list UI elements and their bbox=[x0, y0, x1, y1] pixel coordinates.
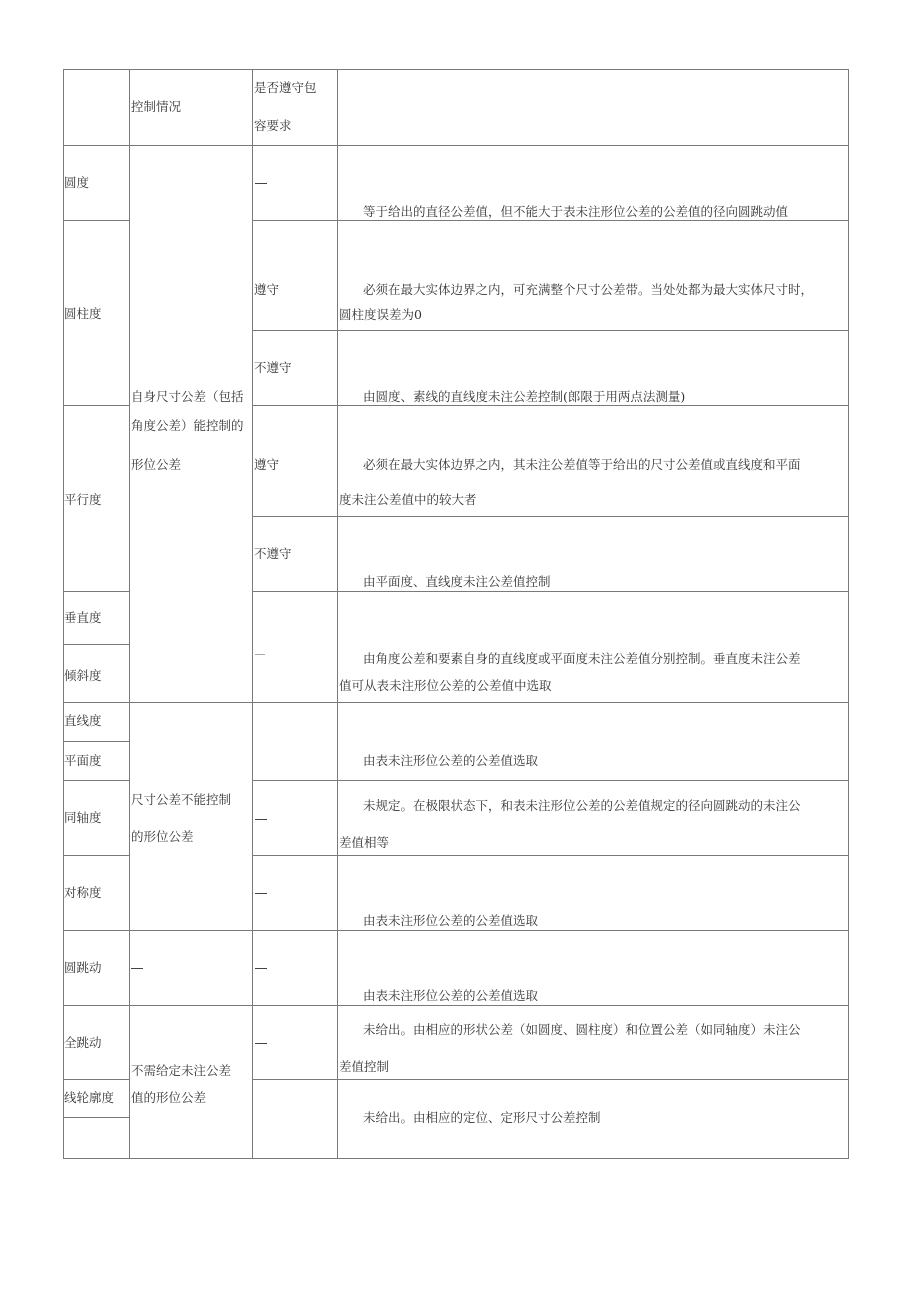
dash-mark bbox=[255, 1043, 267, 1044]
category-not-controlled-2: 的形位公差 bbox=[131, 829, 194, 844]
table-border-top bbox=[63, 69, 849, 70]
row-text-cylindricity-2: 圆柱度误差为0 bbox=[339, 307, 422, 322]
row-name-cylindricity: 圆柱度 bbox=[64, 306, 102, 321]
row-text-parallelism-2: 度未注公差值中的较大者 bbox=[339, 492, 477, 507]
table-border-bottom bbox=[63, 1158, 849, 1159]
row-divider bbox=[63, 145, 849, 146]
row-text-total-runout-2: 差值控制 bbox=[339, 1059, 390, 1074]
row-text-parallelism-noncomply: 由平面度、直线度未注公差值控制 bbox=[363, 574, 551, 589]
row-text-coaxiality-1: 未规定。在极限状态下，和表未注形位公差的公差值规定的径向圆跳动的未注公 bbox=[363, 798, 801, 813]
row-text-circular-runout: 由表未注形位公差的公差值选取 bbox=[363, 988, 539, 1003]
row-divider bbox=[63, 741, 130, 742]
envelope-noncomply: 不遵守 bbox=[254, 546, 292, 561]
row-text-cylindricity-1: 必须在最大实体边界之内，可充满整个尺寸公差带。当处处都为最大实体尺寸时， bbox=[363, 282, 814, 297]
row-name-roundness: 圆度 bbox=[64, 175, 90, 190]
header-envelope-line2: 容要求 bbox=[254, 118, 292, 133]
row-name-total-runout: 全跳动 bbox=[64, 1035, 102, 1050]
row-divider bbox=[63, 1079, 130, 1080]
header-envelope-line1: 是否遵守包 bbox=[254, 80, 317, 95]
row-text-angularity-1: 由角度公差和要素自身的直线度或平面度未注公差值分别控制。垂直度未注公差 bbox=[363, 651, 801, 666]
row-divider bbox=[63, 855, 130, 856]
row-divider bbox=[252, 591, 849, 592]
row-divider bbox=[252, 780, 849, 781]
row-divider bbox=[63, 591, 130, 592]
row-divider bbox=[252, 516, 849, 517]
col-divider-2 bbox=[252, 69, 253, 1159]
dash-mark bbox=[255, 819, 267, 820]
col-divider-1 bbox=[129, 69, 130, 1159]
row-name-straightness: 直线度 bbox=[64, 713, 102, 728]
row-divider bbox=[252, 330, 849, 331]
dash-mark bbox=[131, 968, 143, 969]
row-name-parallelism: 平行度 bbox=[64, 492, 102, 507]
dash-mark bbox=[255, 968, 267, 969]
row-text-symmetry: 由表未注形位公差的公差值选取 bbox=[363, 913, 539, 928]
category-self-size-3: 形位公差 bbox=[131, 457, 182, 472]
header-control: 控制情况 bbox=[131, 99, 182, 114]
row-name-symmetry: 对称度 bbox=[64, 885, 102, 900]
row-text-roundness: 等于给出的直径公差值，但不能大于表未注形位公差的公差值的径向圆跳动值 bbox=[363, 204, 789, 219]
row-text-line-profile: 未给出。由相应的定位、定形尺寸公差控制 bbox=[363, 1110, 601, 1125]
row-text-angularity-2: 值可从表未注形位公差的公差值中选取 bbox=[339, 678, 552, 693]
envelope-comply: 遵守 bbox=[254, 282, 280, 297]
row-text-parallelism-1: 必须在最大实体边界之内，其未注公差值等于给出的尺寸公差值或直线度和平面 bbox=[363, 457, 801, 472]
row-divider bbox=[63, 644, 130, 645]
row-name-perpendicularity: 垂直度 bbox=[64, 610, 102, 625]
col-divider-3 bbox=[337, 69, 338, 1159]
category-self-size-2: 角度公差）能控制的 bbox=[131, 418, 244, 433]
envelope-comply: 遵守 bbox=[254, 457, 280, 472]
row-divider bbox=[63, 1005, 849, 1006]
row-text-cylindricity-noncomply: 由圆度、素线的直线度未注公差控制(郎限于用两点法测量) bbox=[363, 389, 686, 404]
envelope-noncomply: 不遵守 bbox=[254, 360, 292, 375]
dash-mark bbox=[255, 893, 267, 894]
row-name-line-profile: 线轮廓度 bbox=[64, 1090, 115, 1105]
category-no-tolerance-1: 不需给定未注公差 bbox=[131, 1063, 232, 1078]
row-divider bbox=[63, 405, 130, 406]
row-name-angularity: 倾斜度 bbox=[64, 668, 102, 683]
row-divider bbox=[252, 1079, 849, 1080]
table-border-right bbox=[848, 69, 849, 1159]
row-divider bbox=[63, 702, 849, 703]
row-divider bbox=[63, 1117, 130, 1118]
row-divider bbox=[63, 930, 849, 931]
dash-mark bbox=[255, 654, 265, 655]
row-name-coaxiality: 同轴度 bbox=[64, 810, 102, 825]
category-not-controlled-1: 尺寸公差不能控制 bbox=[131, 792, 232, 807]
row-divider bbox=[63, 780, 130, 781]
row-text-flatness: 由表未注形位公差的公差值选取 bbox=[363, 753, 539, 768]
row-text-coaxiality-2: 差值相等 bbox=[339, 835, 390, 850]
row-divider bbox=[252, 855, 849, 856]
category-no-tolerance-2: 值的形位公差 bbox=[131, 1090, 207, 1105]
row-name-flatness: 平面度 bbox=[64, 753, 102, 768]
row-name-circular-runout: 圆跳动 bbox=[64, 960, 102, 975]
dash-mark bbox=[255, 183, 267, 184]
row-text-total-runout-1: 未给出。由相应的形状公差（如圆度、圆柱度）和位置公差（如同轴度）未注公 bbox=[363, 1022, 801, 1037]
category-self-size-1: 自身尺寸公差（包括 bbox=[131, 389, 244, 404]
row-divider bbox=[63, 220, 130, 221]
